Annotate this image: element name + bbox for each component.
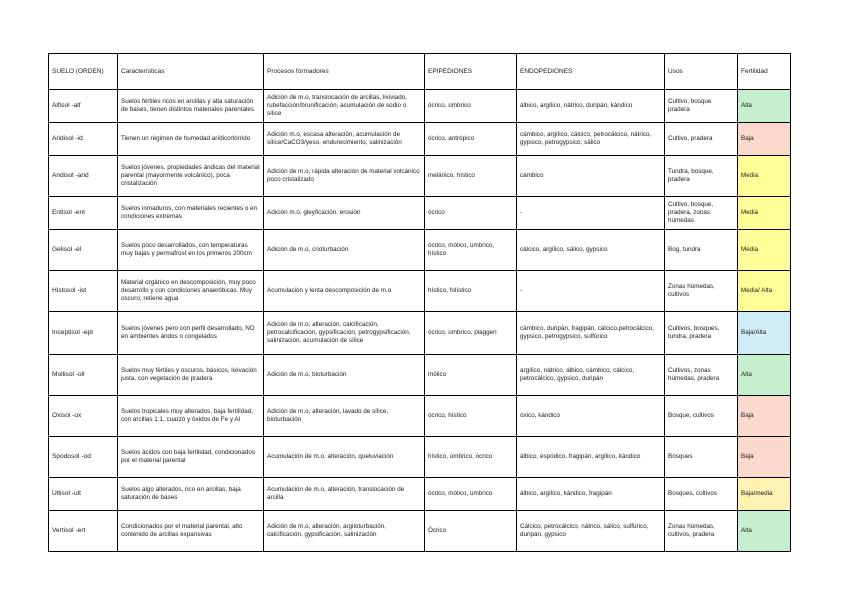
cell-caracteristicas[interactable]: Suelos muy fértiles y oscuros, básicos, lixivación justa, con vegetación de pradera bbox=[118, 355, 264, 396]
cell-procesos[interactable]: Adición de m.o, alteración, lavado de sílice, bioturbación bbox=[264, 396, 425, 437]
cell-procesos[interactable]: Acumulación y lenta descomposición de m.o bbox=[264, 271, 425, 312]
cell-procesos[interactable]: Adición de m.o, alteración, argiloturbación, calcificación, gypsificación, salinización bbox=[264, 511, 425, 552]
cell-procesos[interactable]: Adición de m.o, bioturbación bbox=[264, 355, 425, 396]
header-row bbox=[49, 54, 791, 90]
table-row bbox=[49, 312, 791, 355]
cell-usos[interactable]: Tundra, bosque, pradera bbox=[665, 156, 738, 197]
cell-endopediones[interactable]: - bbox=[517, 271, 665, 312]
table-row bbox=[49, 90, 791, 123]
cell-usos[interactable]: Zonas húmedas, cultivos, pradera bbox=[665, 511, 738, 552]
cell-suelo[interactable]: Alfisol -alf bbox=[49, 90, 118, 123]
table-row bbox=[49, 123, 791, 156]
cell-procesos[interactable]: Adición m.o, gleyficación, erosión bbox=[264, 197, 425, 230]
cell-endopediones[interactable]: óxico, kándico bbox=[517, 396, 665, 437]
table-row bbox=[49, 437, 791, 478]
cell-endopediones[interactable]: álbico, espódico, fragipán, argílico, kándico bbox=[517, 437, 665, 478]
soil-orders-table bbox=[48, 53, 791, 552]
cell-epipediones[interactable]: ócrico, úmbrico, plaggen bbox=[425, 312, 517, 355]
cell-epipediones[interactable]: ócrico, mólico, úmbrico bbox=[425, 478, 517, 511]
cell-caracteristicas[interactable]: Tienen un régimen de humedad arídico/tórrido bbox=[118, 123, 264, 156]
header-cell-endopediones[interactable]: ENDOPEDIONES bbox=[517, 54, 665, 90]
cell-caracteristicas[interactable]: Suelos ácidos con baja fertilidad, condicionados por el material parental bbox=[118, 437, 264, 478]
cell-procesos[interactable]: Adición de m.o, alteración, calcificación, petrocalcificación, gypsificación, petrogypsificación, salinización, acumulación de sílice bbox=[264, 312, 425, 355]
cell-fertilidad[interactable]: Baja bbox=[738, 437, 791, 478]
cell-procesos[interactable]: Acumulación de m.o, alteración, translocación de arcilla bbox=[264, 478, 425, 511]
cell-suelo[interactable]: Ultisol -ult bbox=[49, 478, 118, 511]
cell-usos[interactable]: Cultivo, bosque pradera bbox=[665, 90, 738, 123]
cell-epipediones[interactable]: ócrico, mólico, úmbrico, hístico bbox=[425, 230, 517, 271]
cell-endopediones[interactable]: Cálcico, petrocálcico, nátrico, sálico, sulfúrico, duripán, gypsico bbox=[517, 511, 665, 552]
cell-caracteristicas[interactable]: Condicionados por el material parental, alto contenido de arcillas expansivas bbox=[118, 511, 264, 552]
cell-usos[interactable]: Zonas húmedas, cultivos bbox=[665, 271, 738, 312]
header-cell-caracteristicas[interactable]: Características bbox=[118, 54, 264, 90]
table-row bbox=[49, 197, 791, 230]
cell-caracteristicas[interactable]: Suelos algo alterados, rico en arcillas, baja saturación de bases bbox=[118, 478, 264, 511]
cell-fertilidad[interactable]: Media bbox=[738, 230, 791, 271]
cell-procesos[interactable]: Adición m.o, escasa alteración, acumulación de sílice/CaCO3/yeso, endurecimiento, salinización bbox=[264, 123, 425, 156]
table-row bbox=[49, 396, 791, 437]
table-row bbox=[49, 478, 791, 511]
cell-fertilidad[interactable]: Media bbox=[738, 197, 791, 230]
cell-endopediones[interactable]: cámbico, duripán, fragipán, cálcico,petrocálcico, gypsico, petrogypsico, sulfúrico bbox=[517, 312, 665, 355]
header-cell-suelo[interactable]: SUELO (ORDEN) bbox=[49, 54, 118, 90]
cell-fertilidad[interactable]: Media/ Alta bbox=[738, 271, 791, 312]
cell-endopediones[interactable]: cámbico bbox=[517, 156, 665, 197]
table-row bbox=[49, 230, 791, 271]
cell-caracteristicas[interactable]: Suelos poco desarrollados, con temperaturas muy bajas y permafrost en los primeros 200cm bbox=[118, 230, 264, 271]
cell-epipediones[interactable]: ócrico, hístico bbox=[425, 396, 517, 437]
cell-epipediones[interactable]: mólico bbox=[425, 355, 517, 396]
cell-endopediones[interactable]: - bbox=[517, 197, 665, 230]
cell-endopediones[interactable]: cálcico, argílico, sálico, gypsico bbox=[517, 230, 665, 271]
cell-suelo[interactable]: Mollisol -oll bbox=[49, 355, 118, 396]
cell-epipediones[interactable]: hístico, folístico bbox=[425, 271, 517, 312]
cell-suelo[interactable]: Oxisol -ox bbox=[49, 396, 118, 437]
cell-fertilidad[interactable]: Baja/media bbox=[738, 478, 791, 511]
cell-epipediones[interactable]: ócrico bbox=[425, 197, 517, 230]
cell-usos[interactable]: Bog, tundra bbox=[665, 230, 738, 271]
cell-fertilidad[interactable]: Baja bbox=[738, 396, 791, 437]
cell-suelo[interactable]: Andisol -and bbox=[49, 156, 118, 197]
cell-epipediones[interactable]: ócrico, antrópico bbox=[425, 123, 517, 156]
cell-suelo[interactable]: Vertisol -ert bbox=[49, 511, 118, 552]
header-cell-usos[interactable]: Usos bbox=[665, 54, 738, 90]
cell-epipediones[interactable]: hístico, úmbrico, ócrico bbox=[425, 437, 517, 478]
cell-suelo[interactable]: Inceptisol -ept bbox=[49, 312, 118, 355]
cell-fertilidad[interactable]: Baja bbox=[738, 123, 791, 156]
header-cell-fertilidad[interactable]: Fertilidad bbox=[738, 54, 791, 90]
cell-suelo[interactable]: Histosol -ist bbox=[49, 271, 118, 312]
cell-procesos[interactable]: Adición de m.o, translocación de arcillas, lixiviado, rubefacción/brunificación, acumulación de sodio o sílice bbox=[264, 90, 425, 123]
cell-caracteristicas[interactable]: Suelos jóvenes pero con perfil desarrollado, NO en ambientes áridos o congelados bbox=[118, 312, 264, 355]
cell-usos[interactable]: Cultivo, pradera bbox=[665, 123, 738, 156]
cell-caracteristicas[interactable]: Suelos fértiles ricos en arcillas y alta saturación de bases, tienen distintos materiales parentales bbox=[118, 90, 264, 123]
cell-endopediones[interactable]: cámbico, argílico, cálcico, petrocálcico, nátrico, gypsico, petrogypsico, sálico bbox=[517, 123, 665, 156]
cell-fertilidad[interactable]: Alta bbox=[738, 355, 791, 396]
cell-fertilidad[interactable]: Alta bbox=[738, 90, 791, 123]
cell-fertilidad[interactable]: Alta bbox=[738, 511, 791, 552]
cell-usos[interactable]: Bosques, cultivos bbox=[665, 478, 738, 511]
cell-endopediones[interactable]: álbico, argílico, kándico, fragipán bbox=[517, 478, 665, 511]
cell-caracteristicas[interactable]: Suelos jóvenes, propiedades ándicas del material parental (mayormente volcánico), poca cristalización bbox=[118, 156, 264, 197]
cell-procesos[interactable]: Adición de m.o, rápida alteración de material volcánico poco cristalizado bbox=[264, 156, 425, 197]
cell-usos[interactable]: Cultivo, bosque, pradera, zonas húmedas bbox=[665, 197, 738, 230]
table-row bbox=[49, 271, 791, 312]
header-cell-procesos[interactable]: Procesos formadores bbox=[264, 54, 425, 90]
table-row bbox=[49, 511, 791, 552]
cell-usos[interactable]: Cultivos, bosques, tundra, pradera bbox=[665, 312, 738, 355]
header-cell-epipediones[interactable]: EPIPEDIONES bbox=[425, 54, 517, 90]
cell-endopediones[interactable]: argílico, nátrico, álbico, cámbico, cálcico, petrocálcico, gypsico, duripán bbox=[517, 355, 665, 396]
cell-fertilidad[interactable]: Baja/Alta bbox=[738, 312, 791, 355]
cell-suelo[interactable]: Gelisol -el bbox=[49, 230, 118, 271]
table-row bbox=[49, 355, 791, 396]
cell-usos[interactable]: Bosques bbox=[665, 437, 738, 478]
cell-procesos[interactable]: Acumulación de m.o, alteración, queluviación bbox=[264, 437, 425, 478]
cell-usos[interactable]: Cultivos, zonas húmedas, pradera bbox=[665, 355, 738, 396]
cell-suelo[interactable]: Entisol -ent bbox=[49, 197, 118, 230]
table-row bbox=[49, 156, 791, 197]
cell-procesos[interactable]: Adición de m.o, crioturbación bbox=[264, 230, 425, 271]
cell-fertilidad[interactable]: Media bbox=[738, 156, 791, 197]
cell-suelo[interactable]: Aridisol -id bbox=[49, 123, 118, 156]
cell-endopediones[interactable]: álbico, argílico, nátrico, duripán, kándico bbox=[517, 90, 665, 123]
cell-caracteristicas[interactable]: Suelos inmaduros, con materiales recientes o en condiciones extremas bbox=[118, 197, 264, 230]
cell-caracteristicas[interactable]: Material orgánico en descomposición, muy poco desarrollo y con condiciones anaeróbicas. Muy oscuro, retiene agua bbox=[118, 271, 264, 312]
cell-epipediones[interactable]: Ócrico bbox=[425, 511, 517, 552]
cell-epipediones[interactable]: ócrico, úmbrico bbox=[425, 90, 517, 123]
cell-suelo[interactable]: Spodosol -od bbox=[49, 437, 118, 478]
cell-caracteristicas[interactable]: Suelos tropicales muy alterados, baja fertilidad, con arcillas 1:1, cuarzo y óxidos de Fe y Al bbox=[118, 396, 264, 437]
cell-usos[interactable]: Bosque, cultivos bbox=[665, 396, 738, 437]
cell-epipediones[interactable]: melánico, hístico bbox=[425, 156, 517, 197]
